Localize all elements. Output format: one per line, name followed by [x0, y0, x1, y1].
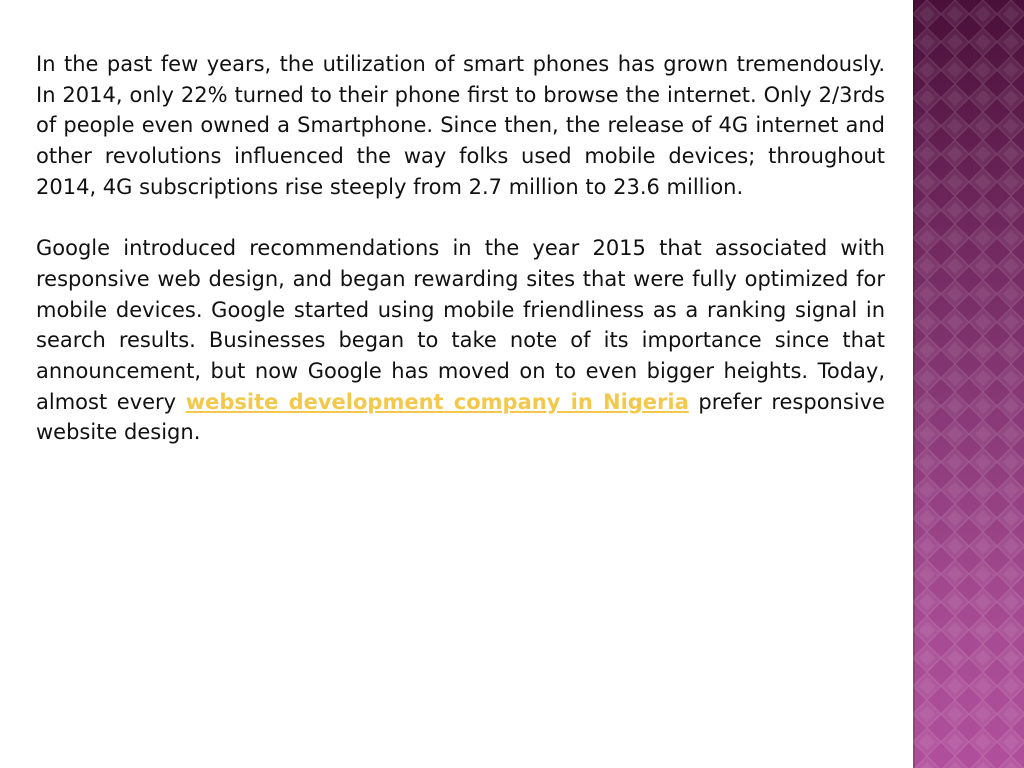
website-development-link[interactable]: website development company in Nigeria	[185, 389, 689, 414]
diamond-pattern	[913, 0, 1024, 768]
paragraph-smartphone-usage: In the past few years, the utilization of smart phones has grown tremendously. In 2014, only 22% turned to their phone first to browse the internet. Only 2/3rds of people even owned a Smartphone. Since then, the release of 4G internet and other revolutions influenced the way folks used mobile devices; throughout 2014, 4G subscriptions rise steeply from 2.7 million to 23.6 million.	[36, 52, 885, 199]
paragraph-google-mobile-tail: prefer responsive website design.	[36, 389, 885, 445]
decorative-side-panel	[913, 0, 1024, 768]
slide-body	[36, 49, 885, 479]
paragraph-google-mobile-text: Google introduced recommendations in the year 2015 that associated with responsive web design, and began rewarding sites that were fully optimized for mobile devices. Google started using mobile friendliness as a ranking signal in search results. Businesses began to take note of its importance since that announcement, but now Google has moved on to even bigger heights. Today, almost every	[36, 236, 885, 414]
paragraph-google-mobile	[36, 233, 885, 448]
